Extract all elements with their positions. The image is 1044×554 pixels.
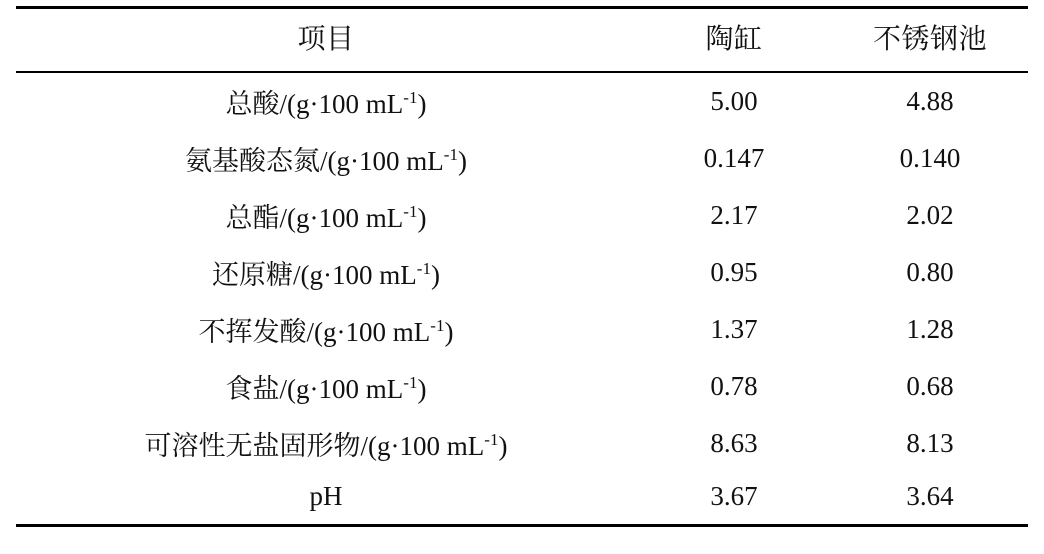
unit-close-paren: ) bbox=[457, 146, 467, 176]
row-item-unit bbox=[307, 317, 454, 347]
table-row bbox=[16, 358, 1028, 415]
row-item-label bbox=[16, 472, 636, 526]
column-header-value-1: 陶缸 bbox=[636, 8, 832, 73]
row-value-1: 0.78 bbox=[710, 371, 758, 401]
row-value-2: 0.80 bbox=[906, 257, 954, 287]
unit-base: /(g·100 mL bbox=[320, 146, 444, 176]
row-value-1: 2.17 bbox=[710, 200, 758, 230]
row-value-2: 3.64 bbox=[832, 472, 1028, 526]
row-value-2: 8.13 bbox=[906, 428, 954, 458]
row-item-name: pH bbox=[309, 481, 343, 511]
results-table bbox=[16, 6, 1028, 527]
row-value-2: 0.68 bbox=[906, 371, 954, 401]
table-body bbox=[16, 72, 1028, 526]
table-row bbox=[16, 72, 1028, 130]
unit-close-paren: ) bbox=[430, 260, 440, 290]
unit-exponent: -1 bbox=[403, 88, 418, 107]
row-value-1: 0.95 bbox=[710, 257, 758, 287]
unit-base: /(g·100 mL bbox=[279, 203, 404, 233]
row-item-name: 可溶性无盐固形物 bbox=[144, 431, 361, 461]
table-row bbox=[16, 130, 1028, 187]
unit-base: /(g·100 mL bbox=[360, 431, 485, 461]
row-item-label bbox=[16, 72, 636, 130]
row-value-1: 8.63 bbox=[710, 428, 758, 458]
row-item-unit bbox=[280, 203, 427, 233]
unit-base: /(g·100 mL bbox=[279, 89, 404, 119]
unit-exponent: -1 bbox=[484, 430, 499, 449]
unit-close-paren: ) bbox=[417, 89, 427, 119]
row-item-unit bbox=[361, 431, 508, 461]
row-item-label bbox=[16, 244, 636, 301]
row-value-2: 2.02 bbox=[906, 200, 954, 230]
table-row bbox=[16, 472, 1028, 526]
row-item-label bbox=[16, 187, 636, 244]
row-item-unit bbox=[320, 146, 467, 176]
row-item-label bbox=[16, 130, 636, 187]
table-row bbox=[16, 301, 1028, 358]
unit-exponent: -1 bbox=[443, 145, 458, 164]
unit-exponent: -1 bbox=[403, 373, 418, 392]
row-item-name: 食盐 bbox=[225, 374, 280, 404]
row-item-unit bbox=[280, 89, 427, 119]
column-header-item: 项目 bbox=[16, 8, 636, 73]
unit-base: /(g·100 mL bbox=[279, 374, 404, 404]
unit-exponent: -1 bbox=[403, 202, 418, 221]
unit-close-paren: ) bbox=[417, 203, 427, 233]
row-item-name: 不挥发酸 bbox=[198, 317, 307, 347]
row-item-name: 总酸 bbox=[225, 89, 280, 119]
unit-base: /(g·100 mL bbox=[306, 317, 431, 347]
row-item-unit bbox=[280, 374, 427, 404]
unit-close-paren: ) bbox=[444, 317, 454, 347]
row-item-label bbox=[16, 358, 636, 415]
row-item-name: 总酯 bbox=[225, 203, 280, 233]
row-item-unit bbox=[293, 260, 440, 290]
row-value-1: 3.67 bbox=[636, 472, 832, 526]
table-row bbox=[16, 415, 1028, 472]
row-value-1: 0.147 bbox=[703, 143, 765, 173]
row-item-name: 氨基酸态氮 bbox=[185, 146, 321, 176]
row-value-1: 5.00 bbox=[710, 86, 758, 116]
column-header-value-2: 不锈钢池 bbox=[832, 8, 1028, 73]
table-row bbox=[16, 244, 1028, 301]
unit-close-paren: ) bbox=[498, 431, 508, 461]
row-value-1: 1.37 bbox=[710, 314, 758, 344]
table-header bbox=[16, 8, 1028, 73]
row-item-name: 还原糖 bbox=[212, 260, 294, 290]
row-value-2: 0.140 bbox=[899, 143, 961, 173]
unit-base: /(g·100 mL bbox=[293, 260, 417, 290]
row-value-2: 4.88 bbox=[906, 86, 954, 116]
table-header-row bbox=[16, 8, 1028, 73]
row-value-2: 1.28 bbox=[906, 314, 954, 344]
unit-exponent: -1 bbox=[430, 316, 445, 335]
row-item-label bbox=[16, 301, 636, 358]
unit-exponent: -1 bbox=[416, 259, 431, 278]
unit-close-paren: ) bbox=[417, 374, 427, 404]
table-row bbox=[16, 187, 1028, 244]
row-item-label bbox=[16, 415, 636, 472]
